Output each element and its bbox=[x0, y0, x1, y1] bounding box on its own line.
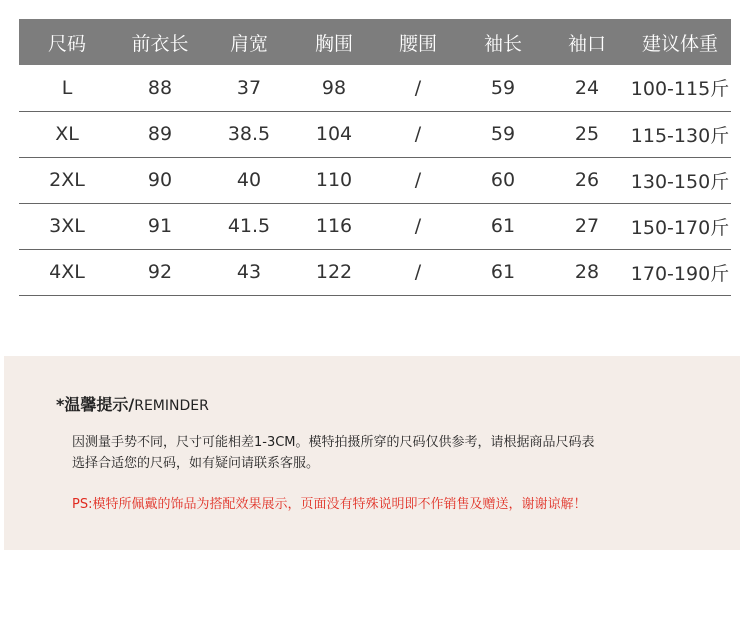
size-table-header bbox=[19, 19, 731, 65]
cell-waist: / bbox=[375, 111, 461, 157]
table-row bbox=[19, 203, 731, 249]
cell-sleeve-length: 61 bbox=[461, 203, 545, 249]
cell-front-length: 91 bbox=[115, 203, 205, 249]
header-row bbox=[19, 19, 731, 65]
cell-chest: 104 bbox=[293, 111, 375, 157]
cell-cuff: 28 bbox=[545, 249, 629, 295]
cell-waist: / bbox=[375, 249, 461, 295]
header-sleeve-length: 袖长 bbox=[483, 32, 522, 55]
cell-shoulder: 41.5 bbox=[205, 203, 293, 249]
cell-sleeve-length: 60 bbox=[461, 157, 545, 203]
cell-weight: 115-130斤 bbox=[629, 111, 731, 157]
cell-sleeve-length: 61 bbox=[461, 249, 545, 295]
cell-cuff: 26 bbox=[545, 157, 629, 203]
header-waist: 腰围 bbox=[398, 32, 437, 55]
cell-chest: 98 bbox=[293, 65, 375, 111]
cell-front-length: 89 bbox=[115, 111, 205, 157]
cell-shoulder: 37 bbox=[205, 65, 293, 111]
cell-weight: 130-150斤 bbox=[629, 157, 731, 203]
reminder-line-1: 因测量手势不同，尺寸可能相差1-3CM。模特拍摄所穿的尺码仅供参考，请根据商品尺码表 bbox=[72, 435, 595, 450]
header-chest: 胸围 bbox=[314, 32, 353, 55]
cell-chest: 122 bbox=[293, 249, 375, 295]
table-row bbox=[19, 65, 731, 111]
cell-front-length: 90 bbox=[115, 157, 205, 203]
cell-shoulder: 38.5 bbox=[205, 111, 293, 157]
cell-size: 3XL bbox=[19, 203, 115, 249]
cell-size: 2XL bbox=[19, 157, 115, 203]
cell-size: 4XL bbox=[19, 249, 115, 295]
cell-weight: 150-170斤 bbox=[629, 203, 731, 249]
table-row bbox=[19, 111, 731, 157]
header-front-length: 前衣长 bbox=[131, 32, 189, 55]
cell-sleeve-length: 59 bbox=[461, 65, 545, 111]
size-table bbox=[19, 19, 731, 296]
reminder-title-en: REMINDER bbox=[134, 398, 209, 414]
cell-waist: / bbox=[375, 157, 461, 203]
reminder-panel bbox=[4, 356, 740, 550]
cell-weight: 170-190斤 bbox=[629, 249, 731, 295]
reminder-body bbox=[72, 432, 712, 474]
header-shoulder: 肩宽 bbox=[229, 32, 268, 55]
reminder-ps-note: PS:模特所佩戴的饰品为搭配效果展示，页面没有特殊说明即不作销售及赠送，谢谢谅解！ bbox=[72, 497, 587, 512]
cell-cuff: 24 bbox=[545, 65, 629, 111]
size-table-body bbox=[19, 65, 731, 295]
cell-weight: 100-115斤 bbox=[629, 65, 731, 111]
cell-cuff: 25 bbox=[545, 111, 629, 157]
reminder-line-2: 选择合适您的尺码，如有疑问请联系客服。 bbox=[72, 456, 320, 471]
cell-sleeve-length: 59 bbox=[461, 111, 545, 157]
cell-shoulder: 40 bbox=[205, 157, 293, 203]
cell-waist: / bbox=[375, 203, 461, 249]
cell-cuff: 27 bbox=[545, 203, 629, 249]
table-row bbox=[19, 249, 731, 295]
reminder-title-zh: *温馨提示/ bbox=[56, 395, 135, 414]
cell-waist: / bbox=[375, 65, 461, 111]
reminder-title bbox=[56, 392, 209, 415]
cell-front-length: 92 bbox=[115, 249, 205, 295]
cell-shoulder: 43 bbox=[205, 249, 293, 295]
cell-size: XL bbox=[19, 111, 115, 157]
cell-chest: 116 bbox=[293, 203, 375, 249]
table-row bbox=[19, 157, 731, 203]
cell-front-length: 88 bbox=[115, 65, 205, 111]
header-size: 尺码 bbox=[47, 32, 86, 55]
cell-chest: 110 bbox=[293, 157, 375, 203]
header-recommended-weight: 建议体重 bbox=[641, 32, 718, 55]
header-cuff: 袖口 bbox=[567, 32, 606, 55]
cell-size: L bbox=[19, 65, 115, 111]
